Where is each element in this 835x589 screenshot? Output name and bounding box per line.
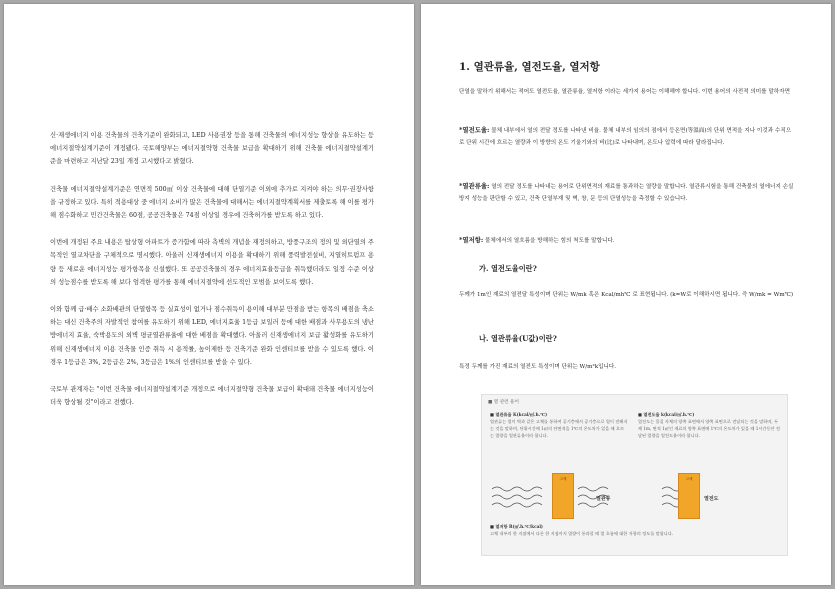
solid-wall-left: 고체 (552, 473, 574, 519)
right-title: ■ 열전도율 k(kcal/㎡.h.℃) (638, 412, 695, 417)
left-text: 열관류는 열이 벽과 같은 고체를 통하여 공기층에서 공기층으로 열이 전해지는 것을 말하며, 단위시간에 1㎡의 단면적을 1℃의 온도차가 있을 때 흐르는 열량을 열관류율이라 합니다. (490, 419, 628, 438)
term-thermal-conductivity (459, 124, 794, 150)
page-1 (4, 4, 414, 585)
page-1-body (50, 129, 374, 423)
figure-caption: ■ 열 관련 용어 (488, 400, 519, 405)
figure-right-column (638, 411, 780, 439)
arrow-label-right: 열전도 (704, 496, 719, 502)
term-resistance (459, 234, 794, 247)
left-title: ■ 열관류율 K(kcal/㎡.h.℃) (490, 412, 548, 417)
paragraph: 이번에 개정된 주요 내용은 탑상형 아파트가 증가함에 따라 측벽의 개념을 재정의하고, 방풍구조의 정의 및 외단열의 주목적인 열교차단을 구체적으로 명시했다. 아울러 신재생에너지 이용을 확대하기 위해 풍력발전설비, 지열히트펌프 용량 등 새로운 에너지성능 평가항목을 신설했다. 또 공공건축물의 경우 에너지효율등급을 취득했더라도 일정 수준 이상의 성능점수를 받도록 해 보다 엄격한 평가를 통해 에너지절약에 선도적인 모범을 보이도록 했다. (50, 239, 374, 286)
solid-wall-right: 고체 (678, 473, 700, 519)
bottom-text: 고체 내부의 한 지점에서 다른 한 지점까지 열량이 통과할 때 열 흐름에 대한 저항의 정도를 말합니다. (490, 531, 674, 536)
page-2 (421, 4, 831, 585)
heat-flow-wave-icon (490, 481, 550, 511)
sub-a-text: 두께가 1m인 재료의 열전달 특성이며 단위는 W/mk 혹은 Kcal/mh℃ 로 표현됩니다. (k=W로 이해하시면 됩니다. 즉 W/mk = Wm℃) (459, 292, 794, 298)
sub-b-text: 특정 두께를 가진 재료의 열전도 특성이며 단위는 W/m²k입니다. (459, 364, 617, 370)
figure-left-column (490, 411, 628, 439)
term-transmittance (459, 180, 794, 206)
paragraph: 건축물 에너지절약설계기준은 연면적 500㎡ 이상 건축물에 대해 단열기준 이외에 추가로 지켜야 하는 의무·권장사항을 규정하고 있다. 특히 적용대상 중 에너지 소비가 많은 건축물에 대해서는 에너지절약계획서를 제출토록 해 이를 평가해 점수화하고 민간건축물은 60점, 공공건축물은 74점 이상일 경우에 건축허가를 받도록 하고 있다. (50, 185, 374, 220)
arrow-label-left: 열관류 (596, 496, 611, 502)
term-text: 열의 전달 정도를 나타내는 용어로 단위면적의 재료를 통과하는 열량을 말합니다. 열관류시험을 통해 건축물의 열에너지 손실 방지 성능을 판단할 수 있고, 건축 단열부재 및 벽, 창, 문 등의 단열성능을 측정할 수 있습니다. (459, 184, 794, 203)
term-label: *열저항: (459, 236, 484, 244)
section-heading: 1. 열관류율, 열전도율, 열저항 (459, 61, 600, 73)
paragraph: 국토부 관계자는 "이번 건축물 에너지절약설계기준 개정으로 에너지절약형 건축물 보급이 확대돼 건축물 에너지성능이 더욱 향상될 것"이라고 전했다. (50, 386, 374, 407)
paragraph: 신·재생에너지 이용 건축물의 건축기준이 완화되고, LED 사용권장 등을 통해 건축물의 에너지성능 향상을 유도하는 등 에너지절약설계기준이 개정됐다. 국토해양부는 에너지절약형 건축물 보급을 확대하기 위해 건축물 에너지절약설계기준을 마련하고 지난달 23일 개정 고시했다고 밝혔다. (50, 132, 374, 166)
intro-text: 단열을 말하기 위해서는 적어도 열전도율, 열관류율, 열저항 이라는 세가지 용어는 이해해야 합니다. 이번 용어의 사전적 의미를 말하자면 (459, 89, 790, 95)
subheading-b: 나. 열관류율(U값)이란? (479, 334, 557, 343)
subheading-a: 가. 열전도율이란? (479, 264, 537, 273)
right-text: 열전도는 물질 자체의 양쪽 표면에서 양쪽 표면으로 전달되는 것을 말하며, 두께 1m, 면적 1㎡인 재료의 양쪽 표면에 1℃의 온도차가 있을 때 1시간동안 전달된 열량을 열전도율이라 합니다. (638, 419, 780, 438)
paragraph: 이와 함께 급·배수 소화배관의 단열항목 등 실효성이 없거나 점수취득이 용이해 대부분 만점을 받는 항목의 배점을 축소하는 대신 건축주의 자발적인 참여를 유도하기 위해 LED, 에너지효율 1등급 보일러 등에 대한 배점과 사무용도의 냉난방에너지 효율, 숙박용도의 외벽 평균열관류율에 대한 배점을 확대했다. 아울러 신재생에너지 보급 활성화를 유도하기 위해 신재생에너지 이용 건축물 인증 취득 시 용적률, 높이제한 등 건축기준 완화 인센티브를 받을 수 있도록 했다. 이 경우 1등급은 3%, 2등급은 2%, 3등급은 1%의 인센티브를 받을 수 있다. (50, 306, 374, 366)
term-text: 물체에서의 열흐름을 방해하는 힘의 척도를 말합니다. (485, 238, 615, 244)
heat-terms-figure (481, 394, 788, 556)
bottom-title: ■ 열저항 R(㎡.h.℃/kcal) (490, 524, 543, 529)
term-label: *열전도율: (459, 126, 490, 134)
figure-bottom (490, 523, 780, 537)
term-label: *열관류율: (459, 182, 490, 190)
term-text: 물체 내부에서 열의 전달 정도를 나타낸 비율. 물체 내부의 임의의 점에서 등온면(等溫面)의 단위 면적을 지나 이것과 수직으로 단위 시간에 흐르는 열량과 이 방향의 온도 기울기와의 비(比)로 나타내며, 온도나 압력에 따라 달라집니다. (459, 128, 792, 147)
